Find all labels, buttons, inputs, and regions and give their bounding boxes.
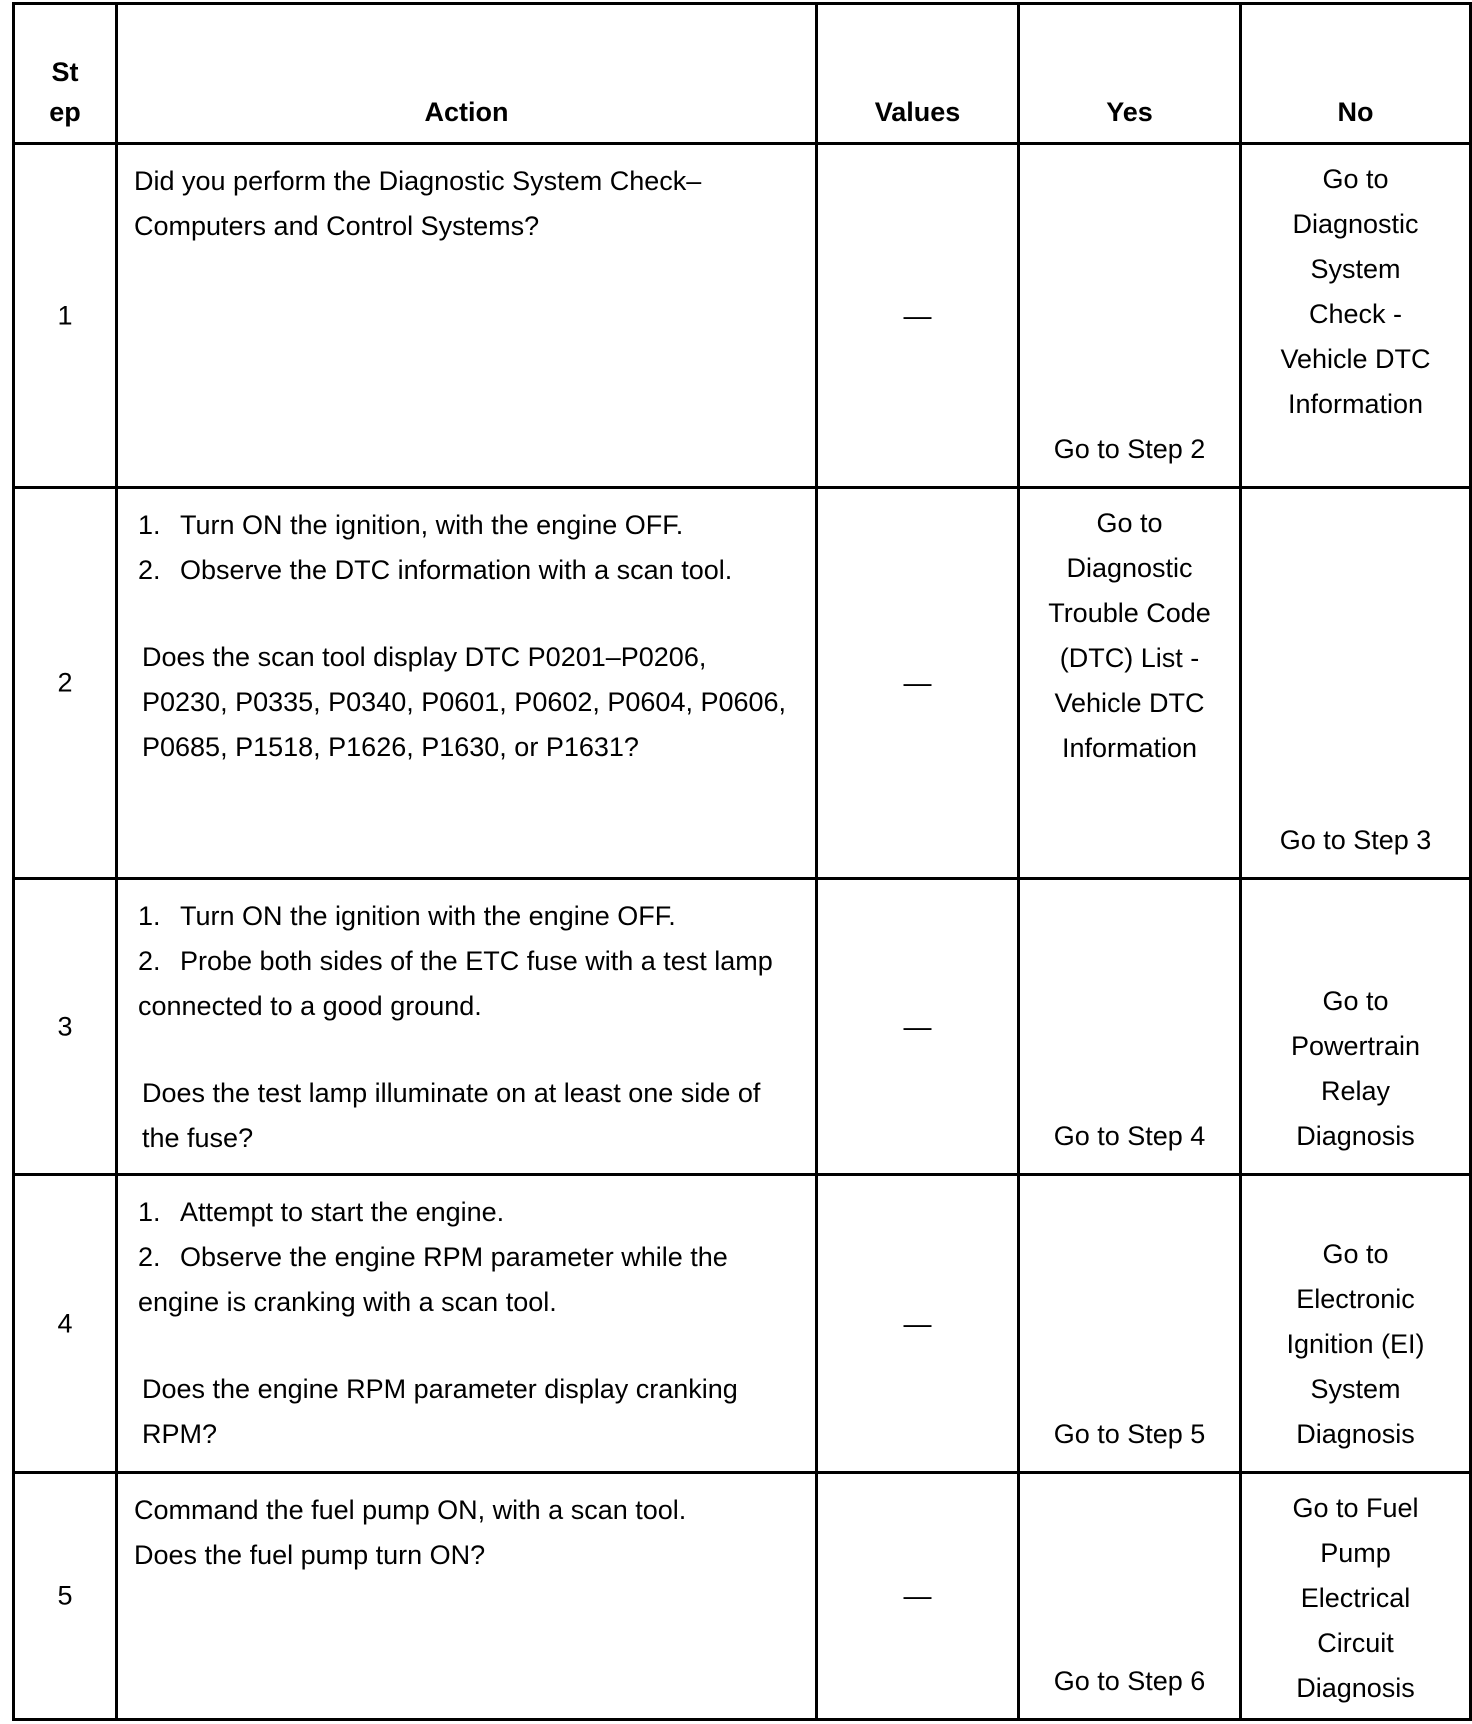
yes-link[interactable]: Go to Step 2 — [1053, 434, 1206, 464]
action-question: Does the fuel pump turn ON? — [134, 1540, 486, 1570]
yes-cell — [1019, 1175, 1241, 1473]
no-cell — [1241, 1175, 1471, 1473]
header-values: Values — [817, 4, 1019, 144]
no-link[interactable]: Go to Diagnostic System Check - Vehicle DTC Information — [1280, 164, 1431, 419]
table-row — [14, 1473, 1471, 1720]
action-cell — [117, 144, 817, 488]
action-cell — [117, 1175, 817, 1473]
no-link[interactable]: Go to Fuel Pump Electrical Circuit Diagnosis — [1292, 1493, 1419, 1703]
action-cell — [117, 879, 817, 1175]
action-item: 1. Turn ON the ignition with the engine OFF. — [138, 901, 676, 931]
action-question: Does the test lamp illuminate on at least one side of the fuse? — [142, 1078, 761, 1153]
table-row — [14, 879, 1471, 1175]
action-text: Did you perform the Diagnostic System Check–Computers and Control Systems? — [134, 166, 702, 241]
values-cell: — — [817, 488, 1019, 879]
yes-link[interactable]: Go to Step 6 — [1053, 1666, 1206, 1696]
yes-cell — [1019, 879, 1241, 1175]
values-cell: — — [817, 144, 1019, 488]
action-cell — [117, 488, 817, 879]
no-link[interactable]: Go to Step 3 — [1279, 825, 1432, 855]
values-cell: — — [817, 879, 1019, 1175]
header-yes: Yes — [1019, 4, 1241, 144]
values-cell: — — [817, 1175, 1019, 1473]
values-cell: — — [817, 1473, 1019, 1720]
yes-cell — [1019, 144, 1241, 488]
action-cell — [117, 1473, 817, 1720]
action-item: 2. Observe the DTC information with a scan tool. — [138, 555, 733, 585]
table-row — [14, 144, 1471, 488]
no-cell — [1241, 1473, 1471, 1720]
yes-link[interactable]: Go to Diagnostic Trouble Code (DTC) List - Vehicle DTC Information — [1048, 508, 1211, 763]
step-cell: 2 — [14, 488, 117, 879]
yes-link[interactable]: Go to Step 4 — [1053, 1121, 1206, 1151]
action-text: Command the fuel pump ON, with a scan tool. — [134, 1495, 687, 1525]
no-cell — [1241, 879, 1471, 1175]
no-cell — [1241, 144, 1471, 488]
action-item: 1. Attempt to start the engine. — [138, 1197, 505, 1227]
no-cell — [1241, 488, 1471, 879]
no-link[interactable]: Go to Powertrain Relay Diagnosis — [1290, 986, 1421, 1151]
diagnostic-table — [12, 2, 1472, 1721]
header-action: Action — [117, 4, 817, 144]
yes-link[interactable]: Go to Step 5 — [1053, 1419, 1206, 1449]
step-cell: 4 — [14, 1175, 117, 1473]
step-cell: 3 — [14, 879, 117, 1175]
action-item: 2. Probe both sides of the ETC fuse with a test lamp connected to a good ground. — [138, 946, 773, 1021]
table-row — [14, 1175, 1471, 1473]
table-row — [14, 488, 1471, 879]
no-link[interactable]: Go to Electronic Ignition (EI) System Diagnosis — [1286, 1239, 1425, 1449]
step-cell: 1 — [14, 144, 117, 488]
step-cell: 5 — [14, 1473, 117, 1720]
header-step: Step — [14, 4, 117, 144]
action-item: 2. Observe the engine RPM parameter while the engine is cranking with a scan tool. — [138, 1242, 728, 1317]
header-no: No — [1241, 4, 1471, 144]
header-row — [14, 4, 1471, 144]
action-question: Does the scan tool display DTC P0201–P0206, P0230, P0335, P0340, P0601, P0602, P0604, P0606, P0685, P1518, P1626, P1630, or P1631? — [142, 642, 787, 762]
action-question: Does the engine RPM parameter display cranking RPM? — [142, 1374, 738, 1449]
action-item: 1. Turn ON the ignition, with the engine OFF. — [138, 510, 684, 540]
yes-cell — [1019, 488, 1241, 879]
yes-cell — [1019, 1473, 1241, 1720]
